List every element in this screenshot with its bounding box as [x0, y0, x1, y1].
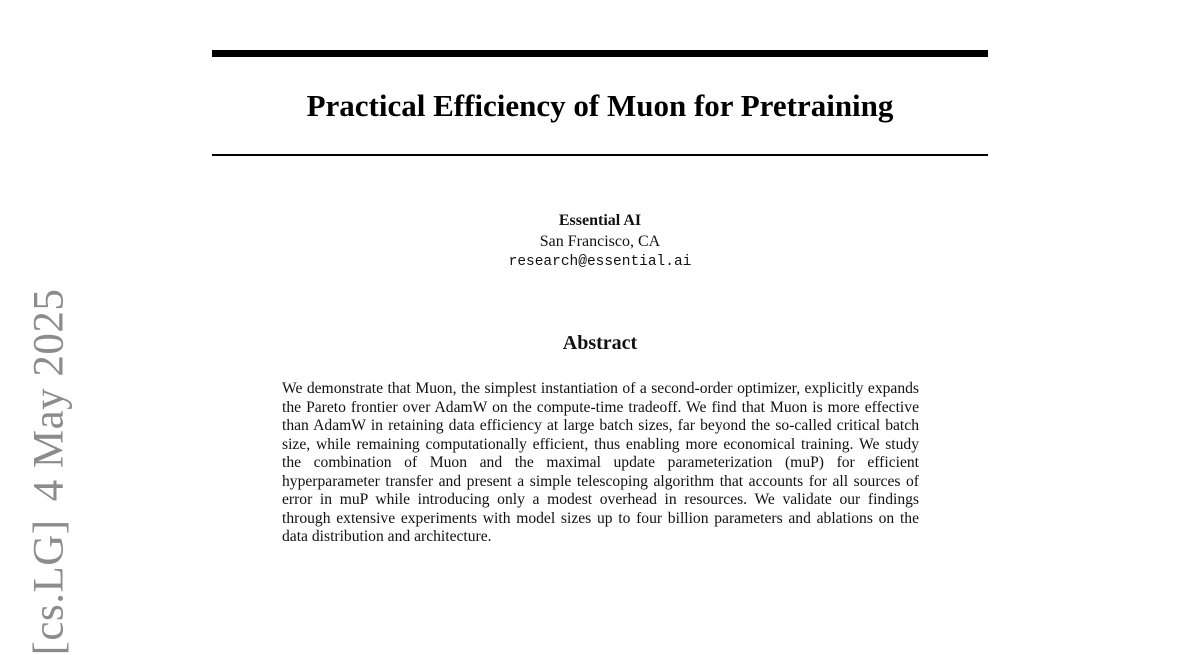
title-bottom-rule: [212, 154, 988, 156]
paper-title: Practical Efficiency of Muon for Pretraining: [306, 88, 894, 123]
author-name: Essential AI: [558, 212, 642, 229]
author-block: [212, 210, 988, 273]
title-top-rule: [212, 50, 988, 57]
author-location: San Francisco, CA: [539, 233, 661, 250]
author-email[interactable]: research@essential.ai: [508, 254, 692, 270]
arxiv-category: [cs.LG]: [25, 519, 73, 655]
abstract-text: We demonstrate that Muon, the simplest instantiation of a second-order optimizer, explicitly expands the Pareto frontier over AdamW on the compute-time tradeoff. We find that Muon is more effective than AdamW in retaining data efficiency at large batch sizes, far beyond the so-called critical batch size, while remaining computationally efficient, thus enabling more economical training. We study the combination of Muon and the maximal update parameterization (muP) for efficient hyperparameter transfer and present a simple telescoping algorithm that accounts for all sources of error in muP while introducing only a modest overhead in resources. We validate our findings through extensive experiments with model sizes up to four billion parameters and ablations on the data distribution and architecture.: [282, 380, 919, 545]
arxiv-date: 4 May 2025: [25, 288, 73, 502]
abstract-heading: Abstract: [562, 332, 638, 354]
arxiv-stamp: [25, 288, 73, 655]
